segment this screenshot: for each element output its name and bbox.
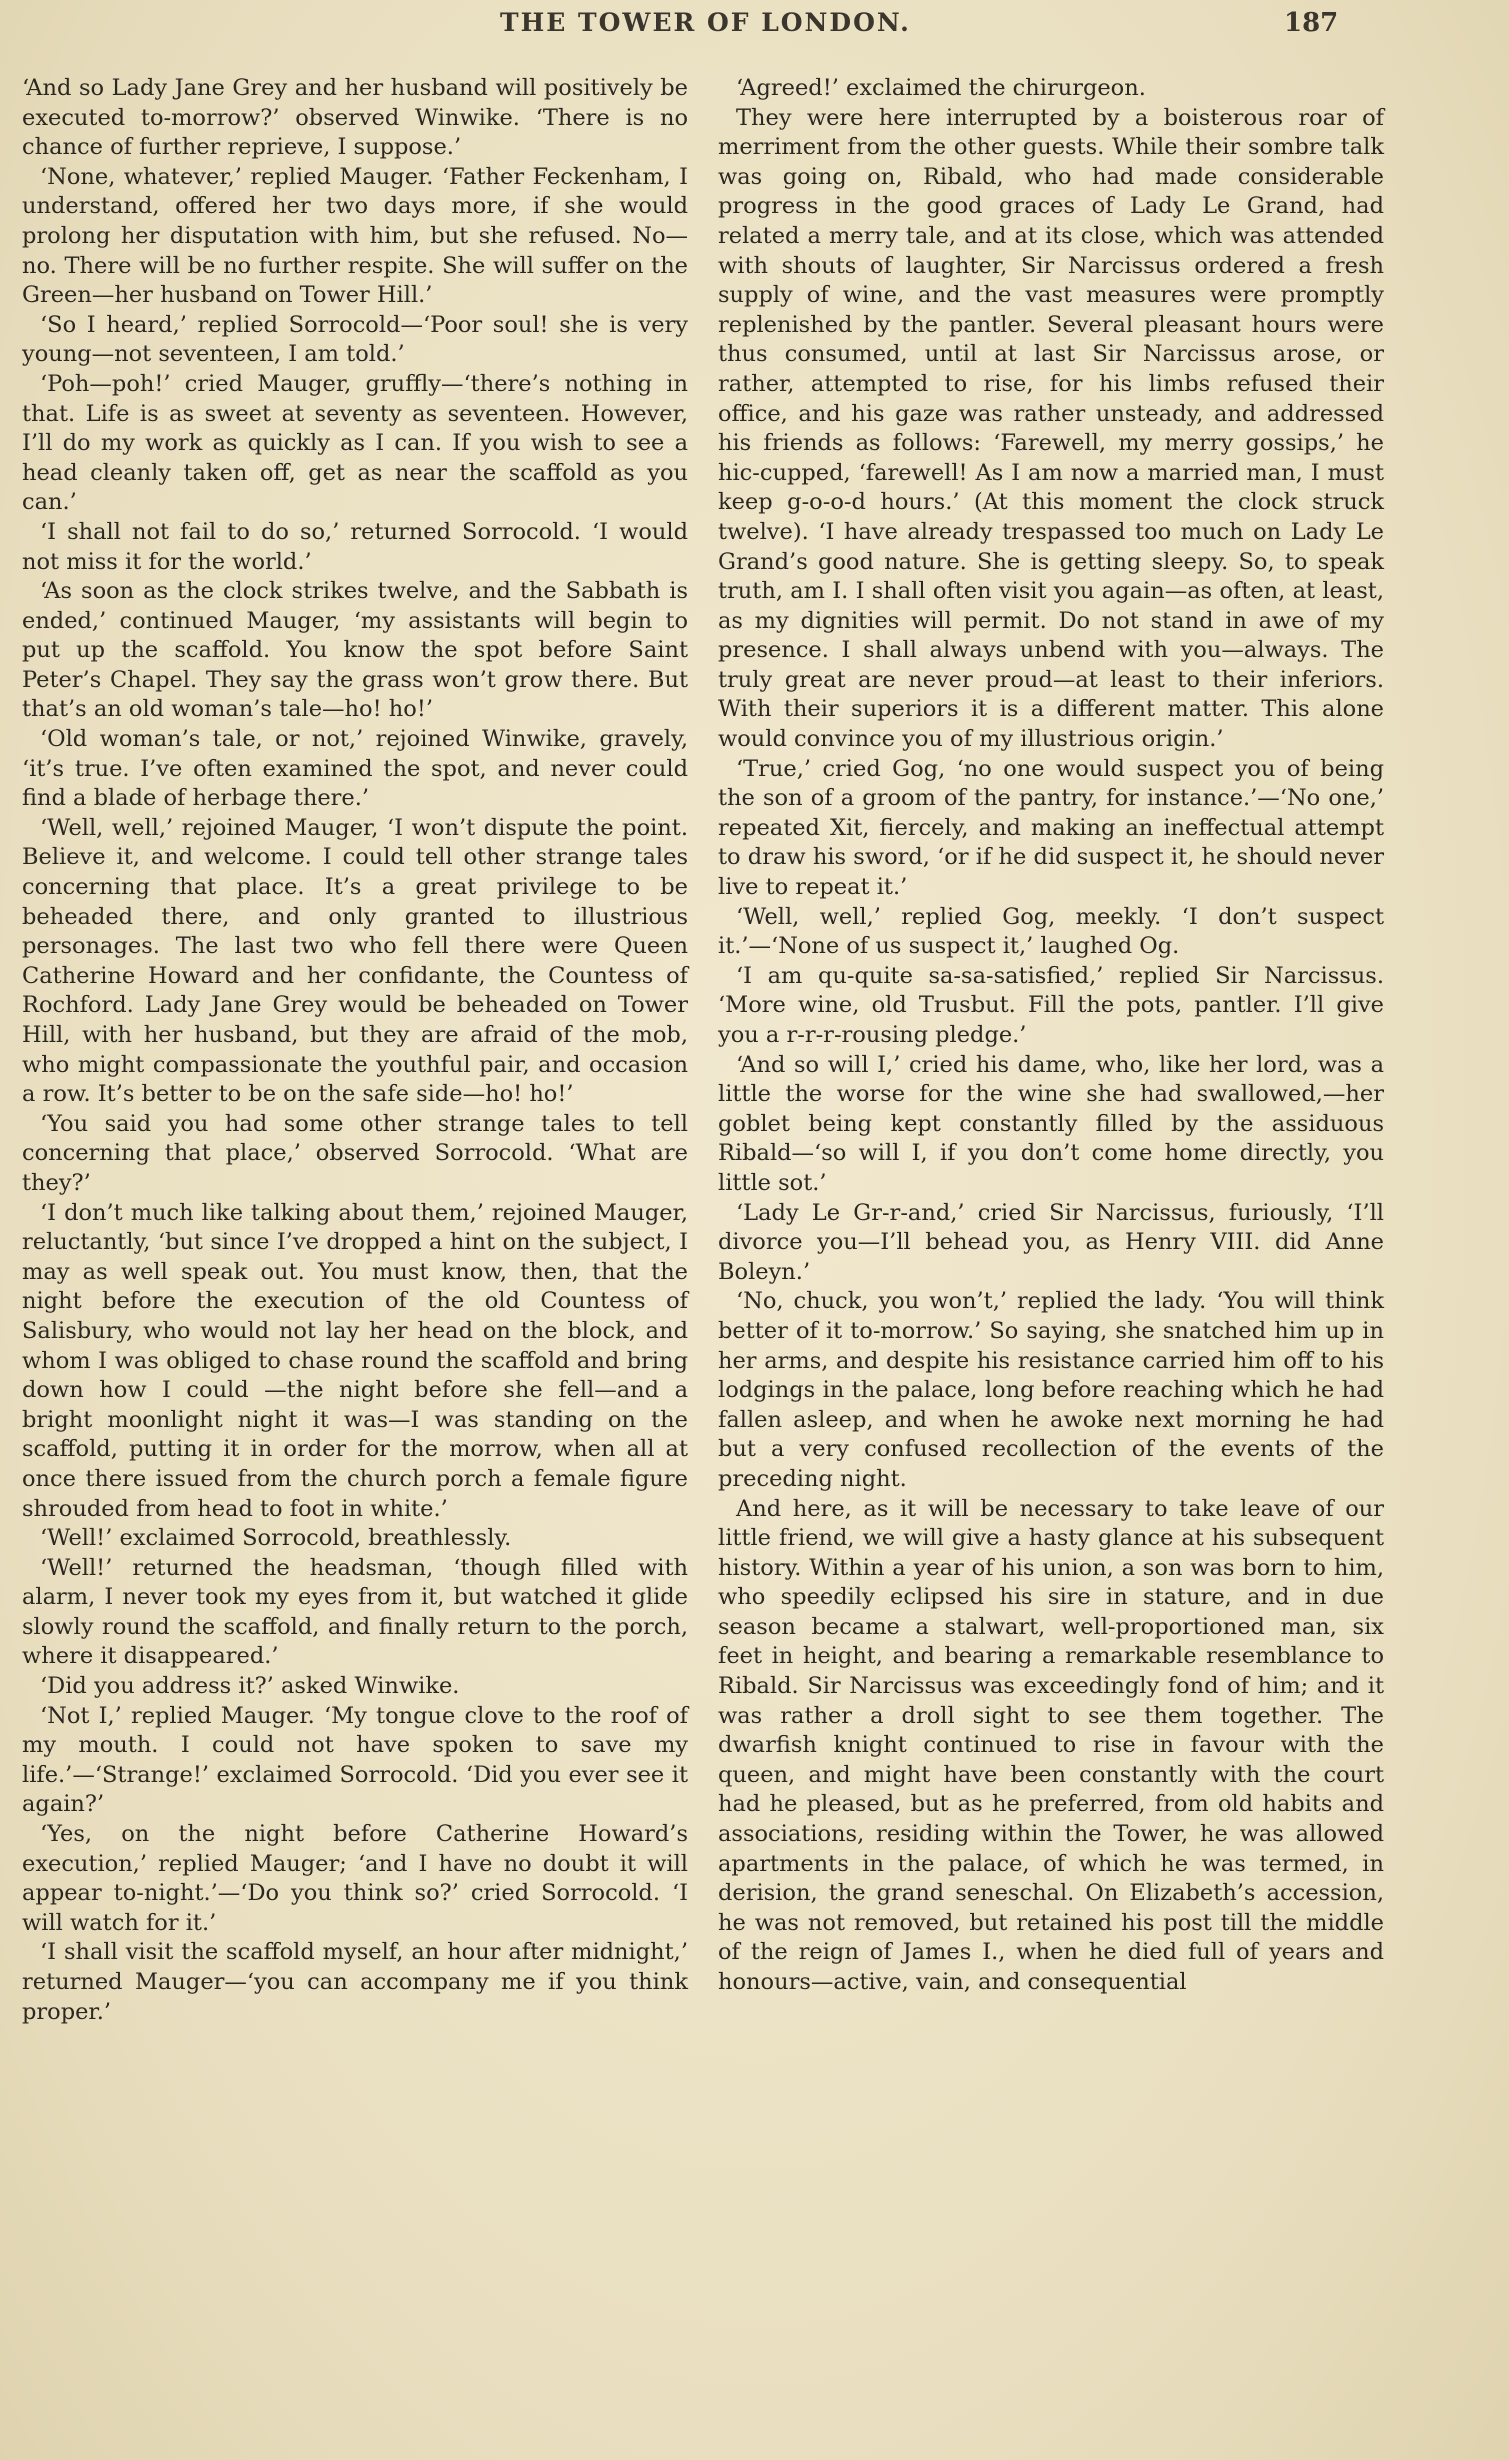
paragraph: ‘And so Lady Jane Grey and her husband will positively be executed to-morrow?’ observed Winwike. ‘There is no chance of further reprieve, I suppose.’	[22, 75, 688, 161]
paragraph: ‘Not I,’ replied Mauger. ‘My tongue clove to the roof of my mouth. I could not have spoken to save my life.’—‘Strange!’ exclaimed Sorrocold. ‘Did you ever see it again?’	[22, 1702, 688, 1818]
paragraph: ‘Agreed!’ exclaimed the chirurgeon.	[736, 75, 1146, 101]
paragraph: And here, as it will be necessary to take leave of our little friend, we will give a hasty glance at his subsequent history. Within a year of his union, a son was born to him, who speedily eclipsed his sire in stature, and in due season became a stalwart, well-proportioned man, six feet in height, and bearing a remarkable resemblance to Ribald. Sir Narcissus was exceedingly fond of him; and it was rather a droll sight to see them together. The dwarfish knight continued to rise in favour with the queen, and might have been constantly with the court had he pleased, but as he preferred, from old habits and associations, residing within the Tower, he was allowed apartments in the palace, of which he was termed, in derision, the grand seneschal. On Elizabeth’s accession, he was not removed, but retained his post till the middle of the reign of James I., when he died full of years and honours—active, vain, and consequential	[718, 1495, 1384, 1995]
paragraph: ‘You said you had some other strange tales to tell concerning that place,’ observed Sorrocold. ‘What are they?’	[22, 1110, 688, 1196]
paragraph: ‘Well, well,’ rejoined Mauger, ‘I won’t dispute the point. Believe it, and welcome. I could tell other strange tales concerning that place. It’s a great privilege to be beheaded there, and only granted to illustrious personages. The last two who fell there were Queen Catherine Howard and her confidante, the Countess of Rochford. Lady Jane Grey would be beheaded on Tower Hill, with her husband, but they are afraid of the mob, who might compassionate the youthful pair, and occasion a row. It’s better to be on the safe side—ho! ho!’	[22, 814, 688, 1108]
paragraph: ‘Did you address it?’ asked Winwike.	[40, 1673, 460, 1700]
paragraph: ‘Old woman’s tale, or not,’ rejoined Winwike, gravely, ‘it’s true. I’ve often examined the spot, and never could find a blade of herbage there.’	[22, 726, 688, 812]
paragraph: ‘Poh—poh!’ cried Mauger, gruffly—‘there’s nothing in that. Life is as sweet at seventy as seventeen. However, I’ll do my work as quickly as I can. If you wish to see a head cleanly taken off, get as near the scaffold as you can.’	[22, 370, 688, 516]
paragraph: ‘Well!’ returned the headsman, ‘though filled with alarm, I never took my eyes from it, but watched it glide slowly round the scaffold, and finally return to the porch, where it disappeared.’	[22, 1554, 688, 1670]
paragraph: ‘And so will I,’ cried his dame, who, like her lord, was a little the worse for the wine she had swallowed,—her goblet being kept constantly filled by the assiduous Ribald—‘so will I, if you don’t come home directly, you little sot.’	[718, 1051, 1384, 1196]
left-column	[22, 74, 688, 2027]
paragraph: ‘I shall not fail to do so,’ returned Sorrocold. ‘I would not miss it for the world.’	[22, 518, 688, 575]
paragraph: ‘No, chuck, you won’t,’ replied the lady. ‘You will think better of it to-morrow.’ So saying, she snatched him up in her arms, and despite his resistance carried him off to his lodgings in the palace, long before reaching which he had fallen asleep, and when he awoke next morning he had but a very confused recollection of the events of the preceding night.	[718, 1288, 1384, 1492]
running-header	[0, 8, 1509, 48]
paragraph: ‘So I heard,’ replied Sorrocold—‘Poor soul! she is very young—not seventeen, I am told.’	[22, 311, 688, 368]
paragraph: ‘I don’t much like talking about them,’ rejoined Mauger, reluctantly, ‘but since I’ve dropped a hint on the subject, I may as well speak out. You must know, then, that the night before the execution of the old Countess of Salisbury, who would not lay her head on the block, and whom I was obliged to chase round the scaffold and bring down how I could —the night before she fell—and a bright moonlight night it was—I was standing on the scaffold, putting it in order for the morrow, when all at once there issued from the church porch a female figure shrouded from head to foot in white.’	[22, 1199, 688, 1522]
paragraph: ‘Well, well,’ replied Gog, meekly. ‘I don’t suspect it.’—‘None of us suspect it,’ laughed Og.	[718, 903, 1384, 960]
page-number: 187	[1284, 8, 1339, 38]
running-title: THE TOWER OF LONDON.	[500, 8, 911, 37]
paragraph: ‘I shall visit the scaffold myself, an hour after midnight,’ returned Mauger—‘you can accompany me if you think proper.’	[22, 1939, 688, 2025]
paragraph: ‘Well!’ exclaimed Sorrocold, breathlessly.	[40, 1525, 512, 1552]
paragraph: ‘As soon as the clock strikes twelve, and the Sabbath is ended,’ continued Mauger, ‘my assistants will begin to put up the scaffold. You know the spot before Saint Peter’s Chapel. They say the grass won’t grow there. But that’s an old woman’s tale—ho! ho!’	[22, 578, 688, 723]
paragraph: They were here interrupted by a boisterous roar of merriment from the other guests. While their sombre talk was going on, Ribald, who had made considerable progress in the good graces of Lady Le Grand, had related a merry tale, and at its close, which was attended with shouts of laughter, Sir Narcissus ordered a fresh supply of wine, and the vast measures were promptly replenished by the pantler. Several pleasant hours were thus consumed, until at last Sir Narcissus arose, or rather, attempted to rise, for his limbs refused their office, and his gaze was rather unsteady, and addressed his friends as follows: ‘Farewell, my merry gossips,’ he hic-cupped, ‘farewell! As I am now a married man, I must keep g-o-o-d hours.’ (At this moment the clock struck twelve). ‘I have already trespassed too much on Lady Le Grand’s good nature. She is getting sleepy. So, to speak truth, am I. I shall often visit you again—as often, at least, as my dignities will permit. Do not stand in awe of my presence. I shall always unbend with you—always. The truly great are never proud—at least to their inferiors. With their superiors it is a different matter. This alone would convince you of my illustrious origin.’	[718, 104, 1384, 753]
paragraph: ‘Lady Le Gr-r-and,’ cried Sir Narcissus, furiously, ‘I’ll divorce you—I’ll behead you, as Henry VIII. did Anne Boleyn.’	[718, 1199, 1384, 1285]
right-column	[718, 74, 1384, 1998]
paragraph: ‘True,’ cried Gog, ‘no one would suspect you of being the son of a groom of the pantry, for instance.’—‘No one,’ repeated Xit, fiercely, and making an ineffectual attempt to draw his sword, ‘or if he did suspect it, he should never live to repeat it.’	[718, 755, 1384, 901]
paragraph: ‘None, whatever,’ replied Mauger. ‘Father Feckenham, I understand, offered her two days more, if she would prolong her disputation with him, but she refused. No—no. There will be no further respite. She will suffer on the Green—her husband on Tower Hill.’	[22, 163, 688, 309]
paragraph: ‘I am qu-quite sa-sa-satisfied,’ replied Sir Narcissus. ‘More wine, old Trusbut. Fill the pots, pantler. I’ll give you a r-r-r-rousing pledge.’	[718, 962, 1384, 1048]
paragraph: ‘Yes, on the night before Catherine Howard’s execution,’ replied Mauger; ‘and I have no doubt it will appear to-night.’—‘Do you think so?’ cried Sorrocold. ‘I will watch for it.’	[22, 1821, 688, 1936]
